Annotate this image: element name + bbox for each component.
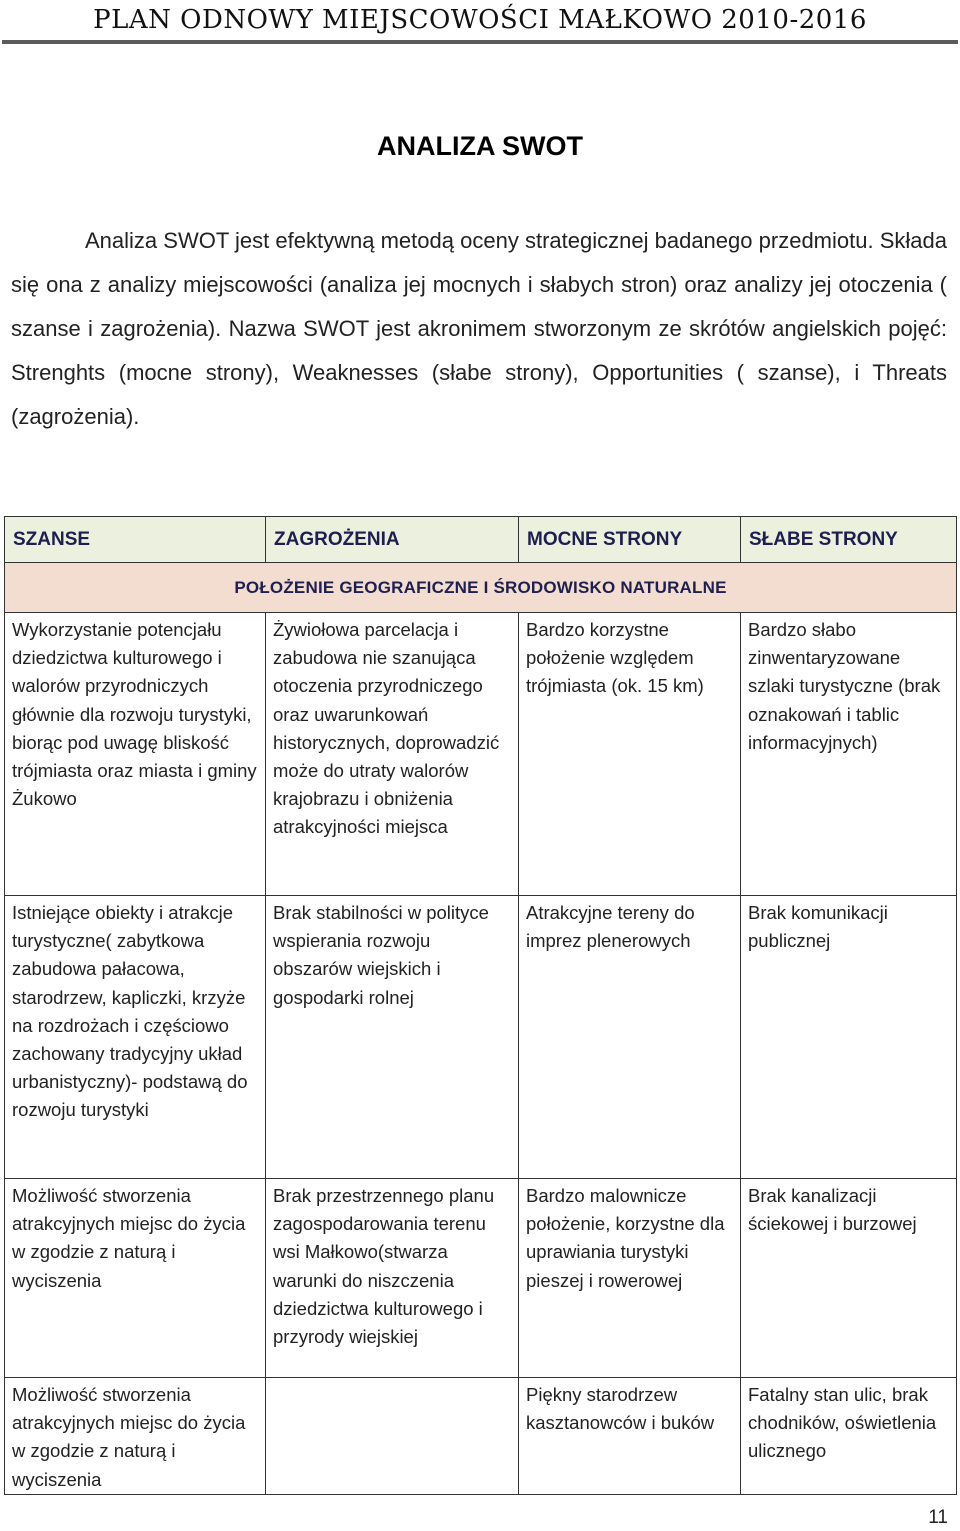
header-rule [2,40,958,44]
intro-paragraph: Analiza SWOT jest efektywną metodą oceny strategicznej badanego przedmiotu. Składa się ona z analizy miejscowości (analiza jej mocnych i słabych stron) oraz analizy jej otoczenia ( szanse i zagrożenia). Nazwa SWOT jest akronimem stworzonym ze skrótów angielskich pojęć: Strenghts (mocne strony), Weaknesses (słabe strony), Opportunities ( szanse), i Threats (zagrożenia). [11,228,947,429]
cell-mocne-strony: Atrakcyjne tereny do imprez plenerowych [519,896,741,1179]
cell-mocne-strony: Bardzo korzystne położenie względem trójmiasta (ok. 15 km) [519,613,741,896]
header-slabe-strony: SŁABE STRONY [741,517,957,563]
cell-szanse: Możliwość stworzenia atrakcyjnych miejsc do życia w zgodzie z naturą i wyciszenia [5,1378,266,1495]
cell-zagrozenia: Brak stabilności w polityce wspierania rozwoju obszarów wiejskich i gospodarki rolnej [266,896,519,1179]
running-header: PLAN ODNOWY MIEJSCOWOŚCI MAŁKOWO 2010-2016 [93,5,867,35]
page-number: 11 [928,1507,948,1528]
cell-slabe-strony: Brak komunikacji publicznej [741,896,957,1179]
page-title: ANALIZA SWOT [377,131,583,161]
cell-szanse: Możliwość stworzenia atrakcyjnych miejsc do życia w zgodzie z naturą i wyciszenia [5,1179,266,1378]
cell-szanse: Wykorzystanie potencjału dziedzictwa kulturowego i walorów przyrodniczych głównie dla rozwoju turystyki, biorąc pod uwagę bliskość trójmiasta oraz miasta i gminy Żukowo [5,613,266,896]
cell-mocne-strony: Bardzo malownicze położenie, korzystne dla uprawiania turystyki pieszej i rowerowej [519,1179,741,1378]
cell-zagrozenia: Brak przestrzennego planu zagospodarowania terenu wsi Małkowo(stwarza warunki do niszczenia dziedzictwa kulturowego i przyrody wiejskiej [266,1179,519,1378]
table-row [5,1179,957,1378]
cell-slabe-strony: Bardzo słabo zinwentaryzowane szlaki turystyczne (brak oznakowań i tablic informacyjnych) [741,613,957,896]
cell-slabe-strony: Brak kanalizacji ściekowej i burzowej [741,1179,957,1378]
swot-section-row [5,563,957,613]
cell-szanse: Istniejące obiekty i atrakcje turystyczne( zabytkowa zabudowa pałacowa, starodrzew, kapliczki, krzyże na rozdrożach i częściowo zachowany tradycyjny układ urbanistyczny)- podstawą do rozwoju turystyki [5,896,266,1179]
header-szanse: SZANSE [5,517,266,563]
cell-zagrozenia: Żywiołowa parcelacja i zabudowa nie szanująca otoczenia przyrodniczego oraz uwarunkowań historycznych, doprowadzić może do utraty walorów krajobrazu i obniżenia atrakcyjności miejsca [266,613,519,896]
table-row [5,896,957,1179]
header-mocne-strony: MOCNE STRONY [519,517,741,563]
cell-zagrozenia [266,1378,519,1495]
header-zagrozenia: ZAGROŻENIA [266,517,519,563]
cell-mocne-strony: Piękny starodrzew kasztanowców i buków [519,1378,741,1495]
swot-header-row [5,517,957,563]
table-row [5,613,957,896]
cell-slabe-strony: Fatalny stan ulic, brak chodników, oświetlenia ulicznego [741,1378,957,1495]
swot-table [4,516,957,1495]
table-row [5,1378,957,1495]
section-title: POŁOŻENIE GEOGRAFICZNE I ŚRODOWISKO NATURALNE [5,563,957,613]
